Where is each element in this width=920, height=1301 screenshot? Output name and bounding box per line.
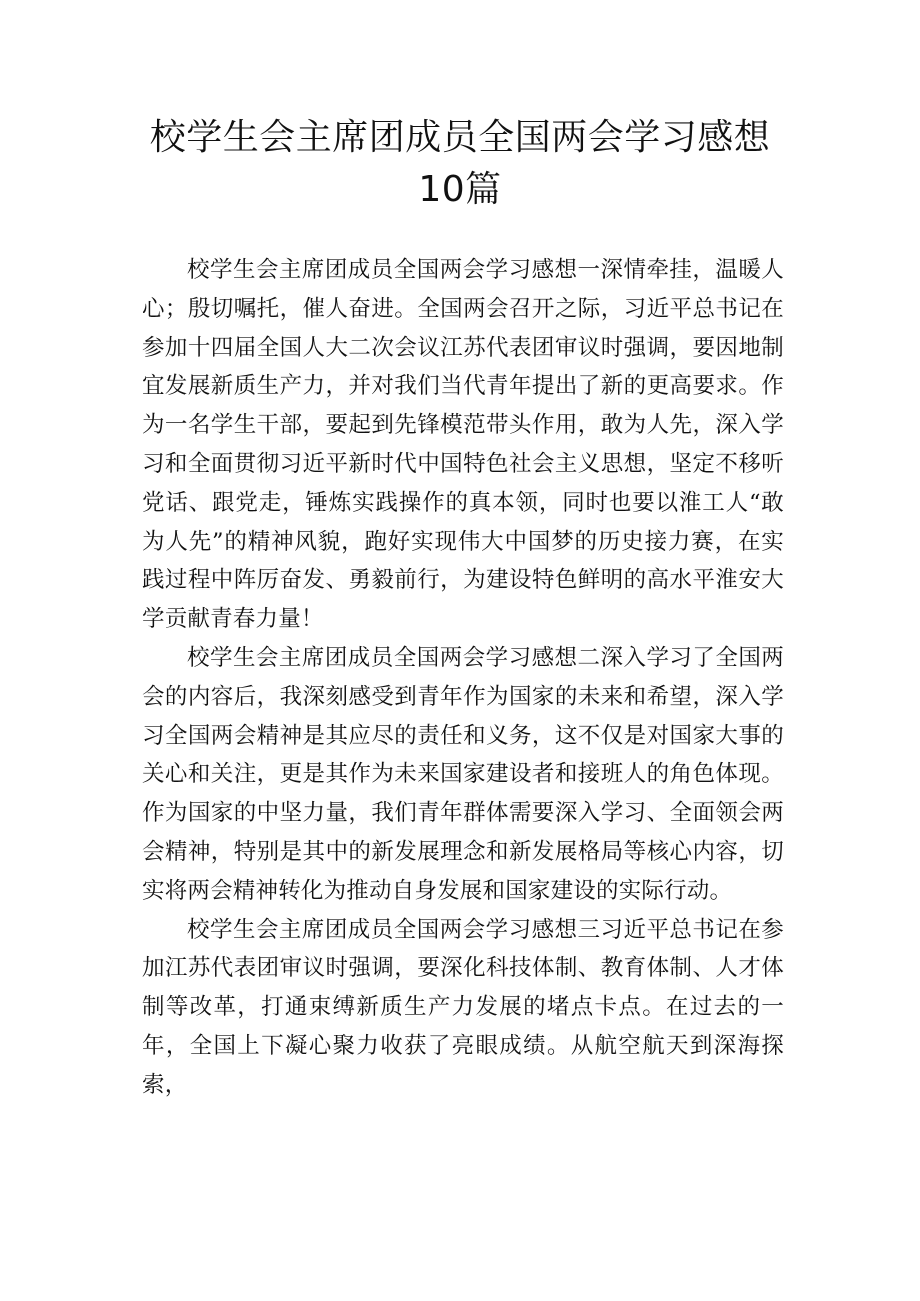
- document-body: [142, 251, 784, 1105]
- paragraph-2: 校学生会主席团成员全国两会学习感想二深入学习了全国两会的内容后，我深刻感受到青年作为国家的未来和希望，深入学习全国两会精神是其应尽的责任和义务，这不仅是对国家大事的关心和关注，更是其作为未来国家建设者和接班人的角色体现。作为国家的中坚力量，我们青年群体需要深入学习、全面领会两会精神，特别是其中的新发展理念和新发展格局等核心内容，切实将两会精神转化为推动自身发展和国家建设的实际行动。: [142, 644, 784, 904]
- paragraph-1: 校学生会主席团成员全国两会学习感想一深情牵挂，温暖人心；殷切嘱托，催人奋进。全国两会召开之际，习近平总书记在参加十四届全国人大二次会议江苏代表团审议时强调，要因地制宜发展新质生产力，并对我们当代青年提出了新的更高要求。作为一名学生干部，要起到先锋模范带头作用，敢为人先，深入学习和全面贯彻习近平新时代中国特色社会主义思想，坚定不移听党话、跟党走，锤炼实践操作的真本领，同时也要以淮工人“敢为人先”的精神风貌，跑好实现伟大中国梦的历史接力赛，在实践过程中阵厉奋发、勇毅前行，为建设特色鲜明的高水平淮安大学贡献青春力量！: [142, 257, 784, 633]
- paragraph-3: 校学生会主席团成员全国两会学习感想三习近平总书记在参加江苏代表团审议时强调，要深化科技体制、教育体制、人才体制等改革，打通束缚新质生产力发展的堵点卡点。在过去的一年，全国上下凝心聚力收获了亮眼成绩。从航空航天到深海探索，: [142, 916, 784, 1098]
- document-title: 校学生会主席团成员全国两会学习感想10篇: [149, 117, 771, 210]
